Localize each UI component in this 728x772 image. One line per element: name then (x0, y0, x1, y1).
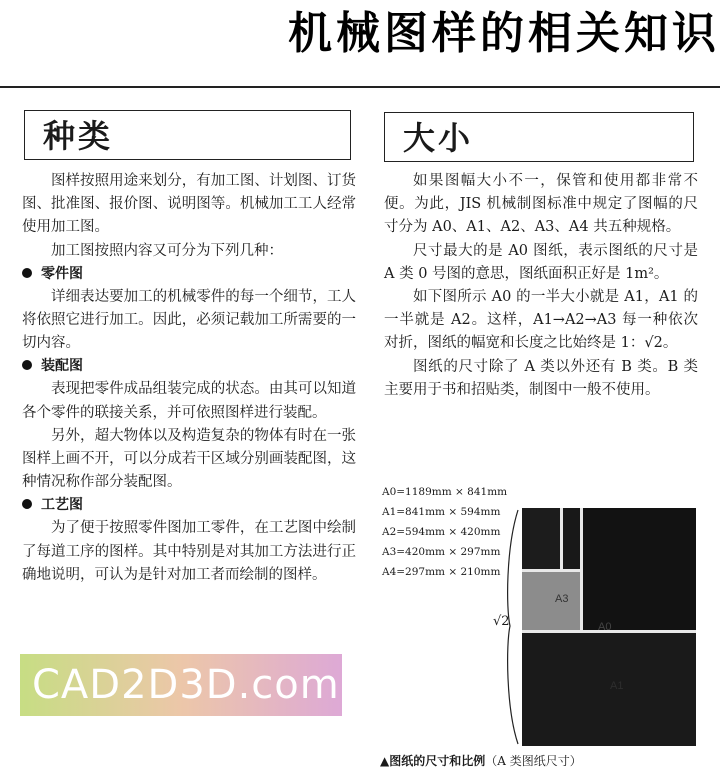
paper-size-figure (522, 508, 696, 746)
dimension-a2: A2=594mm × 420mm (382, 526, 501, 538)
sheet-a5 (563, 508, 580, 569)
size-column (384, 170, 698, 402)
types-intro-paragraph-2: 加工图按照内容又可分为下列几种： (51, 242, 283, 259)
sqrt2-symbol: √2 (644, 335, 663, 352)
types-intro-paragraph: 图样按照用途来划分，有加工图、计划图、订货图、批准图、报价图、说明图等。机械加工工人经常使用加工图。 (22, 173, 356, 236)
process-drawing-paragraph: 为了便于按照零件图加工零件，在工艺图中绘制了每道工序的图样。其中特别是对其加工方法进行正确地说明，可认为是针对加工者而绘制的图样。 (22, 520, 356, 583)
label-a0: A0 (598, 621, 612, 633)
label-a1: A1 (610, 680, 624, 692)
types-column (22, 170, 356, 587)
watermark-logo: CAD2D3D.com (20, 654, 342, 716)
part-drawing-paragraph: 详细表达要加工的机械零件的每一个细节，工人将依照它进行加工。因此，必须记载加工所需要的一切内容。 (22, 288, 356, 352)
assembly-drawing-paragraph-2: 另外，超大物体以及构造复杂的物体有时在一张图样上画不开，可以分成若干区域分别画装配图，这种情况称作部分装配图。 (22, 427, 356, 491)
bullet-dot-icon (22, 499, 32, 509)
size-paragraph-2: 尺寸最大的是 A0 图纸，表示图纸的尺寸是 A 类 0 号图的意思，图纸面积正好是 1m²。 (384, 242, 698, 282)
size-paragraph-4: 图纸的尺寸除了 A 类以外还有 B 类。B 类主要用于书和招贴类，制图中一般不使用。 (384, 358, 698, 398)
sheet-a4 (522, 508, 563, 569)
label-a3: A3 (555, 593, 569, 605)
size-paragraph-3: 如下图所示 A0 的一半大小就是 A1，A1 的一半就是 A2。这样，A1→A2→A3 每一种依次对折，图纸的幅宽和长度之比始终是 1：√2。 (384, 289, 698, 352)
sheet-a3 (522, 569, 580, 630)
assembly-drawing-paragraph: 表现把零件成品组装完成的状态。由其可以知道各个零件的联接关系，并可依照图样进行装配。 (22, 381, 356, 421)
subheading-process-drawing: 工艺图 (22, 494, 356, 517)
ratio-label: √2 (493, 614, 510, 629)
section-heading-types: 种类 (24, 110, 351, 160)
title-rule (0, 86, 720, 88)
bullet-dot-icon (22, 268, 32, 278)
section-heading-size: 大小 (384, 112, 694, 162)
dimension-a1: A1=841mm × 594mm (382, 506, 501, 518)
dimension-a3: A3=420mm × 297mm (382, 546, 501, 558)
paper-dimensions-list (382, 482, 517, 582)
sheet-a1 (522, 630, 696, 746)
dimension-a4: A4=297mm × 210mm (382, 566, 501, 578)
bullet-dot-icon (22, 360, 32, 370)
sheet-a2 (580, 508, 696, 630)
size-paragraph-1: 如果图幅大小不一，保管和使用都非常不便。为此，JIS 机械制图标准中规定了图幅的尺寸分为 A0、A1、A2、A3、A4 共五种规格。 (384, 173, 698, 236)
page-title: 机械图样的相关知识 (288, 8, 720, 59)
figure-caption: ▲图纸的尺寸和比例（A 类图纸尺寸） (380, 754, 582, 768)
subheading-assembly-drawing: 装配图 (22, 355, 356, 378)
subheading-part-drawing: 零件图 (22, 263, 356, 286)
dimension-a0: A0=1189mm × 841mm (382, 486, 508, 498)
